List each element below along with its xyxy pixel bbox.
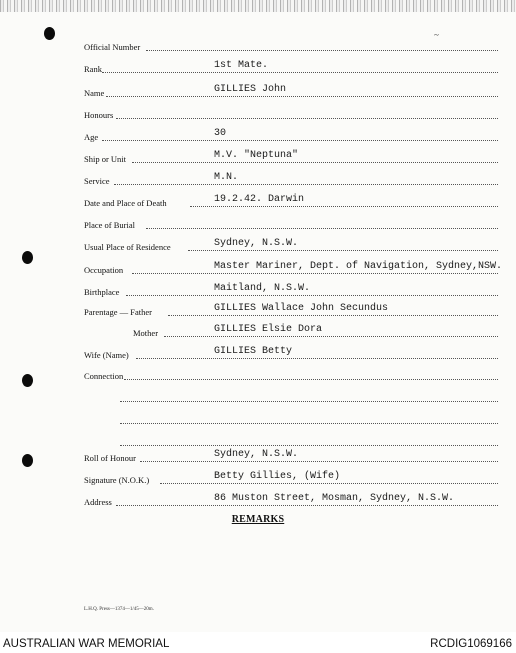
field-label: Occupation bbox=[84, 264, 124, 275]
connection-blank-line bbox=[0, 385, 516, 405]
field-label: Place of Burial bbox=[84, 219, 135, 230]
field-value: M.N. bbox=[214, 172, 239, 183]
dotted-line bbox=[146, 228, 498, 229]
field-address bbox=[0, 489, 516, 509]
field-value: Maitland, N.S.W. bbox=[214, 283, 311, 294]
field-signature bbox=[0, 467, 516, 487]
field-label: Name bbox=[84, 87, 105, 98]
field-value: GILLIES Betty bbox=[214, 346, 293, 357]
field-label: Wife (Name) bbox=[84, 349, 129, 360]
dotted-line bbox=[132, 273, 498, 274]
archive-footer bbox=[0, 634, 516, 653]
field-father bbox=[0, 299, 516, 319]
dotted-line bbox=[168, 315, 498, 316]
field-label: Parentage — Father bbox=[84, 306, 152, 317]
field-value: GILLIES Wallace John Secundus bbox=[214, 303, 389, 314]
field-label: Official Number bbox=[84, 41, 141, 52]
dotted-line bbox=[188, 250, 498, 251]
field-roll-of-honour bbox=[0, 445, 516, 465]
dotted-line bbox=[102, 72, 498, 73]
field-date-place-death bbox=[0, 190, 516, 210]
field-age bbox=[0, 124, 516, 144]
dotted-line bbox=[160, 483, 498, 484]
field-value: Betty Gillies, (Wife) bbox=[214, 471, 341, 482]
dotted-line bbox=[116, 505, 498, 506]
dotted-line bbox=[120, 423, 498, 424]
field-official-number bbox=[0, 34, 516, 54]
field-label: Service bbox=[84, 175, 110, 186]
printer-imprint: L.H.Q. Press—1374—1/45—20m. bbox=[84, 607, 154, 612]
field-value: 30 bbox=[214, 128, 227, 139]
field-occupation bbox=[0, 257, 516, 277]
field-value: Sydney, N.S.W. bbox=[214, 449, 299, 460]
field-value: 19.2.42. Darwin bbox=[214, 194, 305, 205]
field-service bbox=[0, 168, 516, 188]
dotted-line bbox=[126, 295, 498, 296]
field-rank bbox=[0, 56, 516, 76]
field-label: Date and Place of Death bbox=[84, 197, 167, 208]
field-label: Roll of Honour bbox=[84, 452, 136, 463]
field-label: Birthplace bbox=[84, 286, 120, 297]
dotted-line bbox=[124, 379, 498, 380]
field-value: GILLIES John bbox=[214, 84, 287, 95]
dotted-line bbox=[136, 358, 498, 359]
record-id: RCDIG1069166 bbox=[430, 638, 512, 650]
field-value: 86 Muston Street, Mosman, Sydney, N.S.W. bbox=[214, 493, 455, 504]
dotted-line bbox=[132, 162, 498, 163]
field-label: Usual Place of Residence bbox=[84, 241, 171, 252]
dotted-line bbox=[120, 401, 498, 402]
dotted-line bbox=[190, 206, 498, 207]
field-wife bbox=[0, 342, 516, 362]
dotted-line bbox=[164, 336, 498, 337]
field-ship-or-unit bbox=[0, 146, 516, 166]
remarks-heading: REMARKS bbox=[231, 514, 285, 525]
field-label: Ship or Unit bbox=[84, 153, 127, 164]
corner-mark: ~ bbox=[434, 30, 439, 40]
dotted-line bbox=[116, 118, 498, 119]
field-value: Sydney, N.S.W. bbox=[214, 238, 299, 249]
dotted-line bbox=[106, 96, 498, 97]
field-label: Rank bbox=[84, 63, 102, 74]
field-label: Signature (N.O.K.) bbox=[84, 474, 150, 485]
field-birthplace bbox=[0, 279, 516, 299]
field-label: Honours bbox=[84, 109, 114, 120]
field-usual-residence bbox=[0, 234, 516, 254]
dotted-line bbox=[146, 50, 498, 51]
field-connection bbox=[0, 363, 516, 383]
field-value: GILLIES Elsie Dora bbox=[214, 324, 323, 335]
scanned-top-edge bbox=[0, 0, 516, 12]
field-honours bbox=[0, 102, 516, 122]
dotted-line bbox=[114, 184, 498, 185]
field-label: Mother bbox=[133, 327, 159, 338]
field-value: M.V. "Neptuna" bbox=[214, 150, 299, 161]
field-value: 1st Mate. bbox=[214, 60, 269, 71]
field-label: Address bbox=[84, 496, 112, 507]
field-name bbox=[0, 80, 516, 100]
dotted-line bbox=[140, 461, 498, 462]
dotted-line bbox=[102, 140, 498, 141]
field-label: Connection bbox=[84, 370, 124, 381]
field-place-of-burial bbox=[0, 212, 516, 232]
archive-name: AUSTRALIAN WAR MEMORIAL bbox=[3, 638, 170, 650]
field-mother bbox=[0, 320, 516, 340]
field-value: Master Mariner, Dept. of Navigation, Sydney,NSW. bbox=[214, 261, 503, 272]
field-label: Age bbox=[84, 131, 99, 142]
connection-blank-line bbox=[0, 407, 516, 427]
